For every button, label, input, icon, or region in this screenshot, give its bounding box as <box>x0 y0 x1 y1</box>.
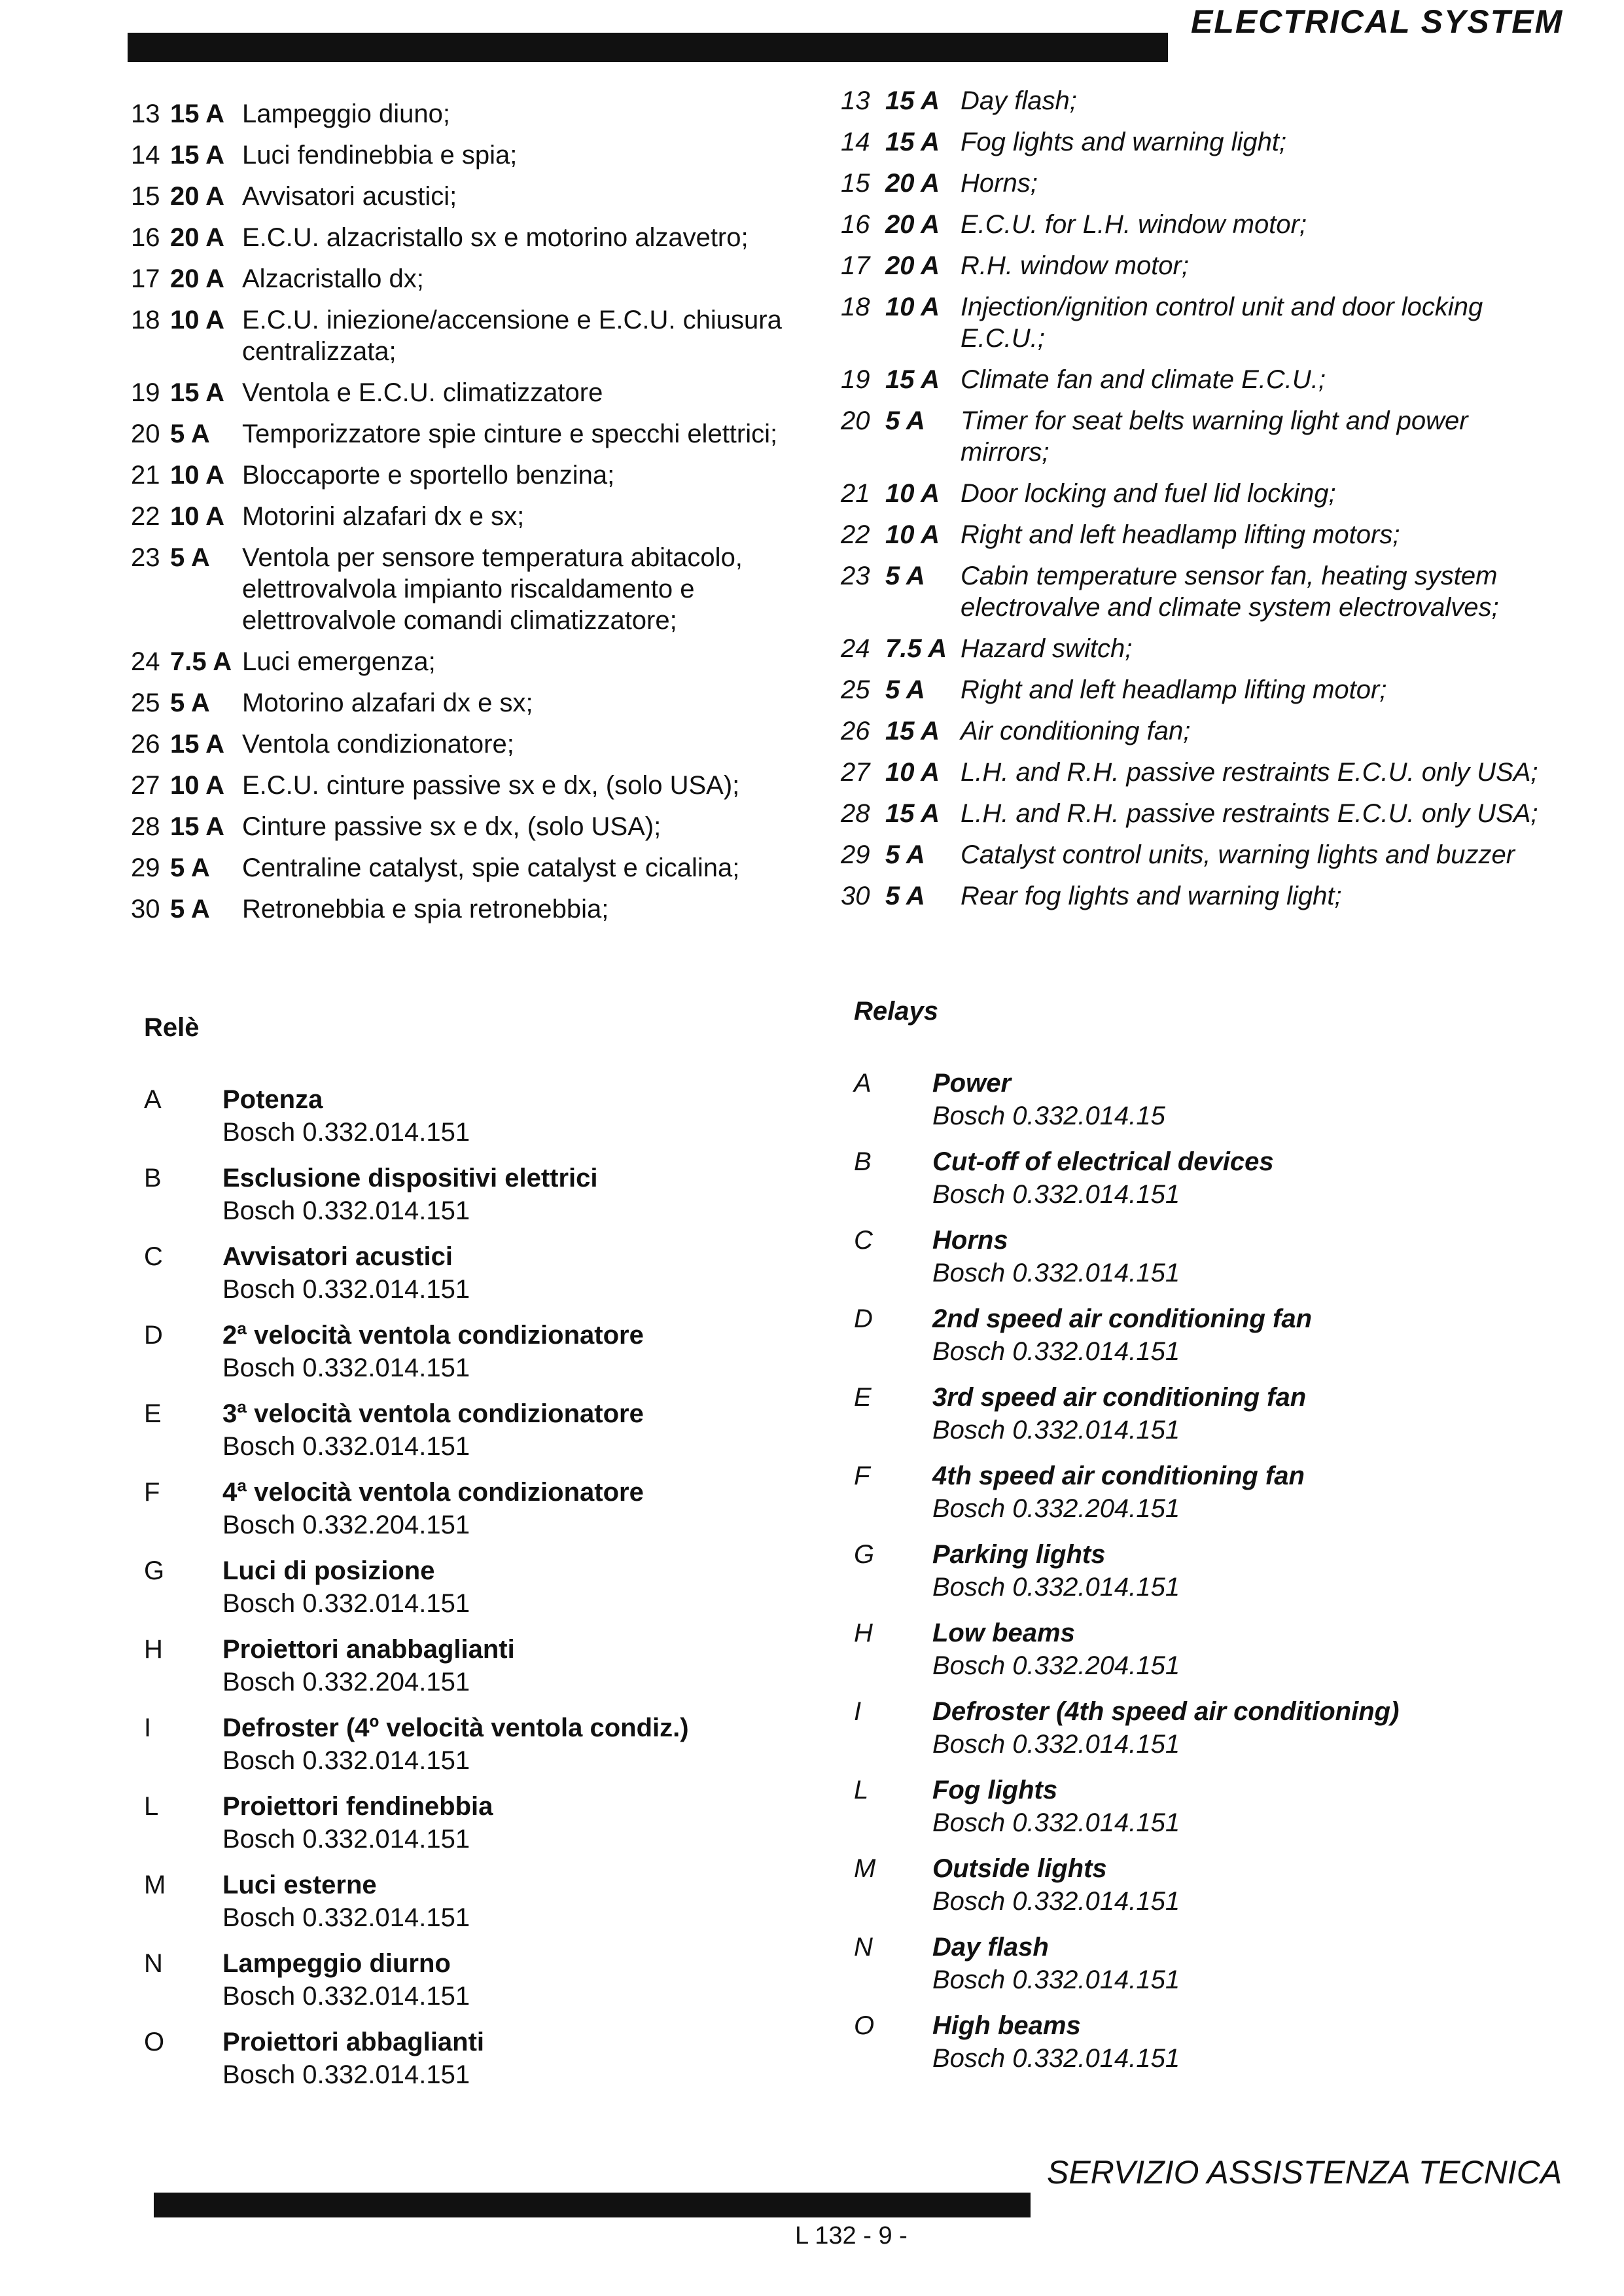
fuse-row: 18 10 A E.C.U. iniezione/accensione e E.C.U. chiusura centralizzata; <box>131 306 782 366</box>
fuse-row: 24 7.5 A Hazard switch; <box>841 634 1133 663</box>
fuse-row: 28 15 A Cinture passive sx e dx, (solo USA); <box>131 812 662 841</box>
fuse-list-italian <box>131 98 818 935</box>
relay-row: H Proiettori anabbaglianti Bosch 0.332.204.151 <box>144 1635 515 1696</box>
fuse-row: 14 15 A Fog lights and warning light; <box>841 128 1287 156</box>
fuse-row: 16 20 A E.C.U. alzacristallo sx e motorino alzavetro; <box>131 223 749 252</box>
fuse-row: 17 20 A Alzacristallo dx; <box>131 264 424 293</box>
relay-row: B Esclusione dispositivi elettrici Bosch 0.332.014.151 <box>144 1164 598 1225</box>
fuse-row: 27 10 A E.C.U. cinture passive sx e dx, (solo USA); <box>131 771 740 800</box>
fuse-row: 30 5 A Retronebbia e spia retronebbia; <box>131 895 609 924</box>
relay-row: F 4ª velocità ventola condizionatore Bosch 0.332.204.151 <box>144 1478 644 1539</box>
fuse-row: 20 5 A Temporizzatore spie cinture e specchi elettrici; <box>131 420 778 448</box>
relay-list-english <box>854 995 1561 2088</box>
relay-row: O High beams Bosch 0.332.014.151 <box>854 2011 1180 2073</box>
relay-row: A Power Bosch 0.332.014.15 <box>854 1069 1165 1130</box>
relay-row: N Lampeggio diurno Bosch 0.332.014.151 <box>144 1949 470 2011</box>
fuse-row: 29 5 A Centraline catalyst, spie catalyst e cicalina; <box>131 853 740 882</box>
relays-heading: Relays <box>854 997 938 1026</box>
relay-row: L Proiettori fendinebbia Bosch 0.332.014.151 <box>144 1792 493 1854</box>
relay-row: A Potenza Bosch 0.332.014.151 <box>144 1085 470 1147</box>
fuse-row: 26 15 A Ventola condizionatore; <box>131 730 514 759</box>
fuse-list-english <box>841 85 1547 922</box>
fuse-row: 13 15 A Lampeggio diuno; <box>131 99 451 128</box>
relay-row: H Low beams Bosch 0.332.204.151 <box>854 1619 1180 1680</box>
relay-row: E 3ª velocità ventola condizionatore Bosch 0.332.014.151 <box>144 1399 644 1461</box>
relay-row: M Outside lights Bosch 0.332.014.151 <box>854 1854 1180 1916</box>
relay-row: M Luci esterne Bosch 0.332.014.151 <box>144 1871 470 1932</box>
fuse-row: 17 20 A R.H. window motor; <box>841 251 1189 280</box>
relay-row: O Proiettori abbaglianti Bosch 0.332.014.151 <box>144 2028 485 2089</box>
relay-row: I Defroster (4th speed air conditioning) Bosch 0.332.014.151 <box>854 1697 1400 1759</box>
relay-row: G Luci di posizione Bosch 0.332.014.151 <box>144 1556 470 1618</box>
fuse-row: 19 15 A Climate fan and climate E.C.U.; <box>841 365 1326 394</box>
relay-list-italian <box>144 1011 798 2104</box>
footer-title: SERVIZIO ASSISTENZA TECNICA <box>1047 2154 1562 2191</box>
fuse-row: 19 15 A Ventola e E.C.U. climatizzatore <box>131 378 603 407</box>
relay-row: C Horns Bosch 0.332.014.151 <box>854 1226 1180 1287</box>
relay-row: D 2nd speed air conditioning fan Bosch 0.332.014.151 <box>854 1304 1313 1366</box>
section-title: ELECTRICAL SYSTEM <box>1191 3 1564 40</box>
fuse-row: 23 5 A Cabin temperature sensor fan, heating system electrovalve and climate system electrovalves; <box>841 562 1499 622</box>
relays-heading: Relè <box>144 1013 200 1042</box>
relay-row: I Defroster (4º velocità ventola condiz.) Bosch 0.332.014.151 <box>144 1713 689 1775</box>
fuse-row: 24 7.5 A Luci emergenza; <box>131 647 436 676</box>
fuse-row: 14 15 A Luci fendinebbia e spia; <box>131 141 518 170</box>
fuse-row: 27 10 A L.H. and R.H. passive restraints E.C.U. only USA; <box>841 758 1538 787</box>
fuse-row: 23 5 A Ventola per sensore temperatura abitacolo, elettrovalvola impianto riscaldamento e elettrovalvole comandi climatizzatore; <box>131 543 743 635</box>
footer-bar <box>154 2193 1031 2217</box>
fuse-row: 16 20 A E.C.U. for L.H. window motor; <box>841 210 1307 239</box>
fuse-row: 30 5 A Rear fog lights and warning light; <box>841 882 1342 910</box>
relay-row: G Parking lights Bosch 0.332.014.151 <box>854 1540 1180 1602</box>
fuse-row: 25 5 A Right and left headlamp lifting motor; <box>841 675 1387 704</box>
relay-row: C Avvisatori acustici Bosch 0.332.014.151 <box>144 1242 470 1304</box>
fuse-row: 15 20 A Horns; <box>841 169 1038 198</box>
relay-row: N Day flash Bosch 0.332.014.151 <box>854 1933 1180 1994</box>
fuse-row: 13 15 A Day flash; <box>841 86 1077 115</box>
relay-row: D 2ª velocità ventola condizionatore Bosch 0.332.014.151 <box>144 1321 644 1382</box>
fuse-row: 21 10 A Door locking and fuel lid locking; <box>841 479 1336 508</box>
fuse-row: 15 20 A Avvisatori acustici; <box>131 182 457 211</box>
relay-row: F 4th speed air conditioning fan Bosch 0.332.204.151 <box>854 1462 1305 1523</box>
fuse-row: 22 10 A Motorini alzafari dx e sx; <box>131 502 525 531</box>
header-bar <box>128 33 1168 62</box>
fuse-row: 20 5 A Timer for seat belts warning light and power mirrors; <box>841 406 1468 467</box>
page-number: L 132 - 9 - <box>795 2222 908 2250</box>
relay-row: B Cut-off of electrical devices Bosch 0.332.014.151 <box>854 1147 1274 1209</box>
relay-row: L Fog lights Bosch 0.332.014.151 <box>854 1776 1180 1837</box>
fuse-row: 26 15 A Air conditioning fan; <box>841 717 1191 745</box>
fuse-row: 29 5 A Catalyst control units, warning lights and buzzer <box>841 840 1515 869</box>
fuse-row: 21 10 A Bloccaporte e sportello benzina; <box>131 461 615 490</box>
fuse-row: 22 10 A Right and left headlamp lifting motors; <box>841 520 1400 549</box>
fuse-row: 28 15 A L.H. and R.H. passive restraints E.C.U. only USA; <box>841 799 1538 828</box>
relay-row: E 3rd speed air conditioning fan Bosch 0.332.014.151 <box>854 1383 1307 1444</box>
fuse-row: 25 5 A Motorino alzafari dx e sx; <box>131 689 533 717</box>
fuse-row: 18 10 A Injection/ignition control unit and door locking E.C.U.; <box>841 293 1483 353</box>
